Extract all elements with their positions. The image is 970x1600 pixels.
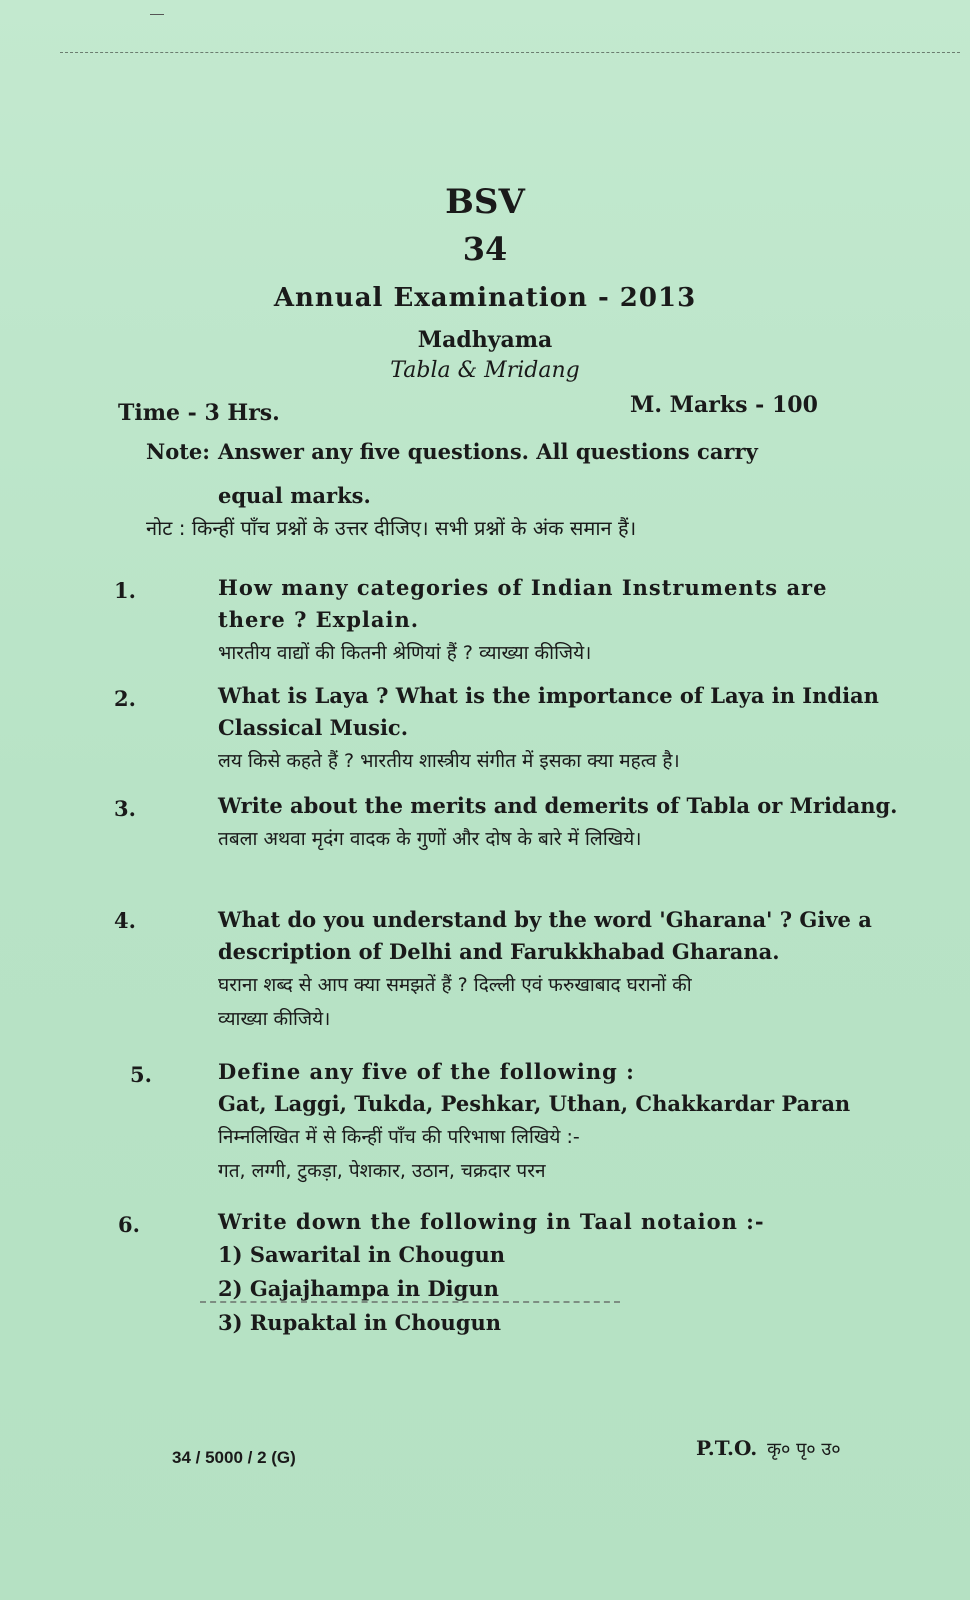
pto-label: P.T.O.	[696, 1436, 758, 1460]
question-text: Gat, Laggi, Tukda, Peshkar, Uthan, Chakkardar Paran	[218, 1091, 851, 1116]
question-text: Define any five of the following :	[218, 1059, 635, 1084]
question-number: 1.	[114, 578, 136, 603]
question-text-hindi: तबला अथवा मृदंग वादक के गुणों और दोष के बारे में लिखिये।	[218, 828, 642, 850]
question-text: description of Delhi and Farukkhabad Gharana.	[218, 939, 780, 964]
taal-options	[218, 1238, 898, 1306]
max-marks: M. Marks - 100	[630, 392, 818, 418]
question-text: What is Laya ? What is the importance of Laya in Indian	[218, 683, 879, 708]
question-text-hindi: गत, लग्गी, टुकड़ा, पेशकार, उठान, चक्रदार परन	[218, 1160, 546, 1182]
exam-title: Annual Examination - 2013	[273, 283, 697, 313]
question-text-hindi: लय किसे कहते हैं ? भारतीय शास्त्रीय संगीत में इसका क्या महत्व है।	[218, 750, 680, 772]
paper-code: BSV	[445, 182, 525, 222]
question-number: 6.	[118, 1212, 140, 1237]
note-line-1: Answer any five questions. All questions carry	[218, 439, 758, 464]
question-text-hindi: घराना शब्द से आप क्या समझतें हैं ? दिल्ली एवं फरुखाबाद घरानों की	[218, 974, 692, 996]
question-text: there ? Explain.	[218, 607, 420, 632]
question-number: 3.	[114, 796, 136, 821]
footer-pto	[696, 1436, 841, 1461]
question-text: Write about the merits and demerits of Tabla or Mridang.	[218, 793, 898, 818]
question-text: How many categories of Indian Instruments are	[218, 575, 828, 600]
corner-mark	[150, 14, 164, 15]
note-english	[146, 430, 846, 518]
question-text-hindi: भारतीय वाद्यों की कितनी श्रेणियां हैं ? व्याख्या कीजिये।	[218, 642, 592, 664]
question-number: 2.	[114, 686, 136, 711]
question-text-hindi: व्याख्या कीजिये।	[218, 1008, 331, 1030]
end-divider	[200, 1301, 620, 1303]
pto-hindi: कृ० पृ० उ०	[767, 1439, 841, 1460]
option-2: 2) Gajajhampa in Digun	[218, 1276, 499, 1301]
question-text-hindi: निम्नलिखित में से किन्हीं पाँच की परिभाषा लिखिये :-	[218, 1126, 580, 1148]
exam-subject: Tabla & Mridang	[390, 358, 580, 383]
paper-number: 34	[462, 230, 508, 268]
option-1: 1) Sawarital in Chougun	[218, 1242, 505, 1267]
note-label: Note:	[146, 439, 211, 464]
perforation-line	[60, 52, 960, 53]
taal-options	[218, 1306, 898, 1340]
question-number: 4.	[114, 908, 136, 933]
question-text: Write down the following in Taal notaion :-	[218, 1209, 765, 1234]
time-allowed: Time - 3 Hrs.	[118, 400, 280, 426]
question-number: 5.	[130, 1062, 152, 1087]
note-hindi: नोट : किन्हीं पाँच प्रश्नों के उत्तर दीजिए। सभी प्रश्नों के अंक समान हैं।	[146, 516, 637, 540]
exam-level: Madhyama	[417, 327, 553, 353]
footer-code: 34 / 5000 / 2 (G)	[172, 1448, 296, 1467]
question-text: Classical Music.	[218, 715, 409, 740]
question-text: What do you understand by the word 'Gharana' ? Give a	[218, 907, 872, 932]
option-3: 3) Rupaktal in Chougun	[218, 1310, 502, 1335]
note-line-2: equal marks.	[218, 483, 371, 508]
